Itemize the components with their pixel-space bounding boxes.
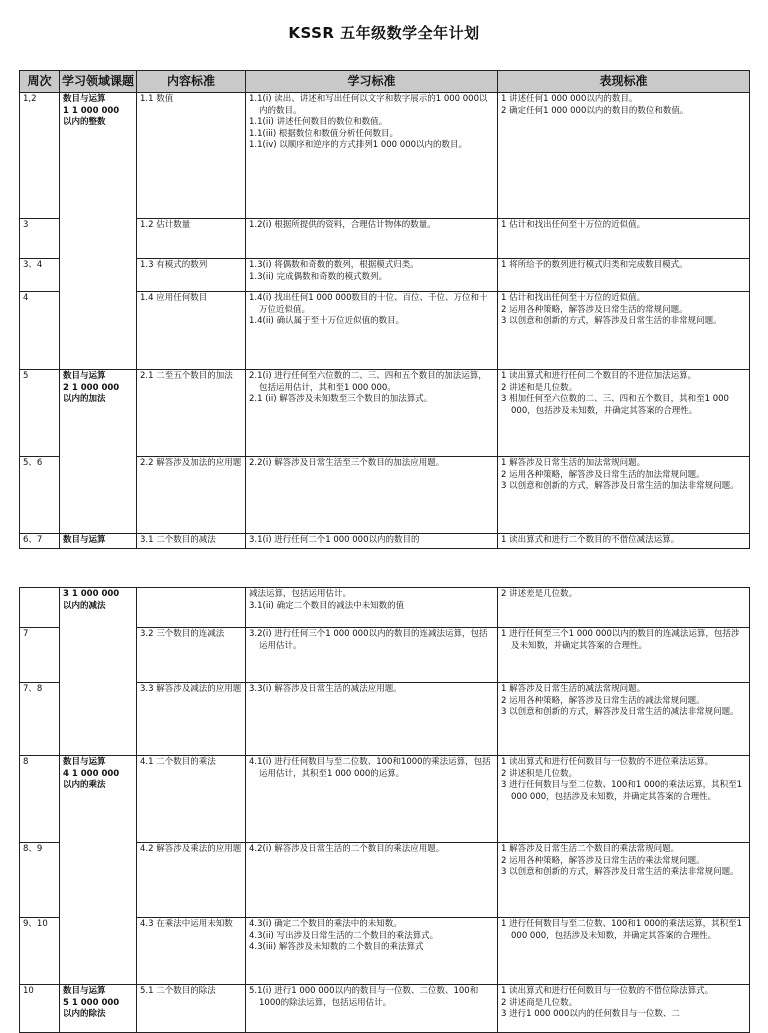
content-standard-cell: 4.3 在乘法中运用未知数 [137, 918, 246, 985]
performance-standard-cell [498, 292, 750, 370]
learning-area-text: 以内的乘法 [63, 780, 106, 790]
plan-table-part-2 [19, 587, 750, 1033]
week-cell: 10 [20, 985, 60, 1033]
content-standard-cell: 1.4 应用任何数目 [137, 292, 246, 370]
performance-standard-cell [498, 219, 750, 259]
learning-standard-cell [246, 985, 498, 1033]
learning-standard-cell [246, 843, 498, 918]
learning-area-cell [60, 756, 137, 985]
performance-standard-item: 3 相加任何至六位数的二、三、四和五个数目，其和至1 000 000，包括涉及未知数，并确定其答案的合理性。 [501, 394, 729, 416]
content-standard-cell: 3.2 三个数目的连减法 [137, 628, 246, 683]
learning-standard-item: 1.1(ii) 讲述任何数目的数位和数值。 [249, 117, 388, 127]
learning-standard-item: 1.3(ii) 完成偶数和奇数的模式数列。 [249, 271, 388, 282]
content-standard-cell: 2.2 解答涉及加法的应用题 [137, 457, 246, 534]
learning-standard-cell [246, 756, 498, 843]
learning-standard-item: 1.2(i) 根据所提供的资料，合理估计物体的数量。 [249, 220, 436, 230]
learning-standard-cell [246, 628, 498, 683]
learning-area-text: 3 1 000 000 [63, 589, 120, 599]
learning-standard-item: 1.1(iv) 以顺序和逆序的方式排列1 000 000以内的数目。 [249, 140, 468, 150]
performance-standard-item: 1 解答涉及日常生活的加法常规问题。 [501, 458, 646, 468]
learning-standard-item: 5.1(i) 进行1 000 000以内的数目与一位数、二位数、100和1000的除法运算，包括运用估计。 [249, 986, 479, 1008]
learning-area-text: 以内的除法 [63, 1009, 106, 1019]
learning-standard-item: 4.3(i) 确定二个数目的乘法中的未知数。 [249, 919, 402, 929]
learning-standard-item: 1.4(ii) 确认属于至十万位近似值的数目。 [249, 316, 405, 326]
performance-standard-item: 3 以创意和创新的方式，解答涉及日常生活的乘法非常规问题。 [501, 867, 739, 877]
learning-standard-cell [246, 219, 498, 259]
learning-standard-cell [246, 292, 498, 370]
week-cell: 7 [20, 628, 60, 683]
learning-standard-cell [246, 93, 498, 219]
performance-standard-item: 3 以创意和创新的方式，解答涉及日常生活的加法非常规问题。 [501, 481, 739, 491]
week-cell: 8、9 [20, 843, 60, 918]
content-standard-cell: 3.3 解答涉及减法的应用题 [137, 683, 246, 756]
learning-standard-item: 减法运算，包括运用估计。 [249, 589, 352, 599]
performance-standard-cell [498, 628, 750, 683]
learning-area-text: 数目与运算 [63, 94, 106, 104]
performance-standard-item: 2 讲述和是几位数。 [501, 382, 578, 393]
learning-standard-item: 1.4(i) 找出任何1 000 000数目的十位、百位、千位、万位和十万位近似值。 [249, 293, 488, 315]
performance-standard-item: 3 进行1 000 000以内的任何数目与一位数、二 [501, 1009, 680, 1019]
table-row [20, 985, 750, 1033]
learning-area-text: 数目与运算 [63, 986, 106, 996]
performance-standard-item: 2 确定任何1 000 000以内的数目的数位和数值。 [501, 105, 689, 116]
performance-standard-item: 1 进行任何数目与至二位数、100和1 000的乘法运算，其积至1 000 000，包括涉及未知数，并确定其答案的合理性。 [501, 919, 743, 941]
week-cell: 1,2 [20, 93, 60, 219]
performance-standard-item: 1 读出算式和进行任何二个数目的不进位加法运算。 [501, 371, 697, 381]
header-area: 学习领域课题 [60, 71, 137, 93]
learning-area-cell [60, 93, 137, 370]
performance-standard-item: 2 讲述商是几位数。 [501, 997, 578, 1008]
performance-standard-cell [498, 370, 750, 457]
learning-standard-item: 4.2(i) 解答涉及日常生活的二个数目的乘法应用题。 [249, 844, 445, 854]
week-cell: 8 [20, 756, 60, 843]
learning-area-text: 数目与运算 [63, 371, 106, 381]
content-standard-cell: 4.1 二个数目的乘法 [137, 756, 246, 843]
header-learning: 学习标准 [246, 71, 498, 93]
learning-standard-cell [246, 588, 498, 628]
week-cell: 7、8 [20, 683, 60, 756]
table-row [20, 93, 750, 219]
performance-standard-item: 3 进行任何数目与至二位数、100和1 000的乘法运算，其积至1 000 000，包括涉及未知数，并确定其答案的合理性。 [501, 780, 743, 802]
week-cell: 3、4 [20, 259, 60, 292]
learning-standard-item: 2.1 (ii) 解答涉及未知数至三个数目的加法算式。 [249, 394, 433, 404]
performance-standard-item: 1 估计和找出任何至十万位的近似值。 [501, 220, 646, 230]
learning-standard-cell [246, 370, 498, 457]
learning-standard-cell [246, 259, 498, 292]
content-standard-cell: 1.3 有模式的数列 [137, 259, 246, 292]
header-week: 周次 [20, 71, 60, 93]
page-title: KSSR 五年级数学全年计划 [288, 24, 480, 42]
performance-standard-cell [498, 457, 750, 534]
performance-standard-cell [498, 93, 750, 219]
learning-standard-item: 4.3(ii) 写出涉及日常生活的二个数目的乘法算式。 [249, 930, 439, 941]
week-cell: 5、6 [20, 457, 60, 534]
learning-area-text: 5 1 000 000 [63, 997, 120, 1008]
performance-standard-item: 1 读出算式和进行任何数目与一位数的不借位除法算式。 [501, 986, 714, 996]
learning-standard-item: 1.3(i) 将偶数和奇数的数列，根据模式归类。 [249, 260, 419, 270]
performance-standard-cell [498, 918, 750, 985]
performance-standard-item: 3 以创意和创新的方式，解答涉及日常生活的减法非常规问题。 [501, 707, 739, 717]
performance-standard-item: 2 运用各种策略，解答涉及日常生活的乘法常规问题。 [501, 855, 705, 866]
learning-standard-item: 1.1(iii) 根据数位和数值分析任何数目。 [249, 128, 398, 139]
learning-standard-item: 4.3(iii) 解答涉及未知数的二个数目的乘法算式 [249, 942, 424, 952]
performance-standard-item: 1 读出算式和进行任何数目与一位数的不进位乘法运算。 [501, 757, 714, 767]
header-row [20, 71, 750, 93]
learning-area-text: 数目与运算 [63, 535, 106, 545]
performance-standard-cell [498, 588, 750, 628]
week-cell: 4 [20, 292, 60, 370]
learning-standard-item: 2.1(i) 进行任何至六位数的二、三、四和五个数目的加法运算，包括运用估计，其和至1 000 000。 [249, 371, 487, 393]
learning-standard-cell [246, 683, 498, 756]
learning-standard-cell [246, 457, 498, 534]
learning-standard-item: 3.2(i) 进行任何三个1 000 000以内的数目的连减法运算，包括运用估计。 [249, 629, 488, 651]
performance-standard-item: 1 解答涉及日常生活二个数目的乘法常规问题。 [501, 844, 680, 854]
learning-area-text: 以内的整数 [63, 117, 106, 127]
content-standard-cell: 4.2 解答涉及乘法的应用题 [137, 843, 246, 918]
learning-standard-item: 3.3(i) 解答涉及日常生活的减法应用题。 [249, 684, 402, 694]
week-cell: 5 [20, 370, 60, 457]
learning-standard-item: 3.1(ii) 确定二个数目的减法中未知数的值 [249, 600, 405, 611]
table-row [20, 588, 750, 628]
learning-area-cell [60, 985, 137, 1033]
learning-standard-cell [246, 918, 498, 985]
content-standard-cell [137, 588, 246, 628]
performance-standard-item: 1 进行任何至三个1 000 000以内的数目的连减法运算，包括涉及未知数，并确定其答案的合理性。 [501, 629, 740, 651]
performance-standard-item: 3 以创意和创新的方式，解答涉及日常生活的非常规问题。 [501, 316, 722, 326]
performance-standard-item: 2 讲述积是几位数。 [501, 768, 578, 779]
learning-area-text: 1 1 000 000 [63, 105, 120, 116]
learning-area-text: 以内的减法 [63, 600, 106, 611]
learning-area-cell [60, 370, 137, 534]
content-standard-cell: 3.1 二个数目的减法 [137, 534, 246, 549]
learning-area-text: 4 1 000 000 [63, 768, 120, 779]
header-content: 内容标准 [137, 71, 246, 93]
performance-standard-cell [498, 683, 750, 756]
learning-area-text: 2 1 000 000 [63, 382, 120, 393]
content-standard-cell: 2.1 二至五个数目的加法 [137, 370, 246, 457]
performance-standard-cell [498, 756, 750, 843]
table-row [20, 370, 750, 457]
performance-standard-item: 1 读出算式和进行二个数目的不借位减法运算。 [501, 535, 680, 545]
learning-area-cell [60, 588, 137, 756]
learning-area-text: 数目与运算 [63, 757, 106, 767]
plan-table-part-1 [19, 70, 750, 549]
week-cell: 3 [20, 219, 60, 259]
performance-standard-item: 2 运用各种策略，解答涉及日常生活的常规问题。 [501, 304, 688, 315]
learning-area-cell [60, 534, 137, 549]
learning-standard-cell [246, 534, 498, 549]
week-cell: 9、10 [20, 918, 60, 985]
learning-standard-item: 4.1(i) 进行任何数目与至二位数、100和1000的乘法运算，包括运用估计，其积至1 000 000的运算。 [249, 757, 491, 779]
performance-standard-item: 2 运用各种策略，解答涉及日常生活的加法常规问题。 [501, 469, 705, 480]
performance-standard-item: 1 将所给予的数列进行模式归类和完成数目模式。 [501, 260, 688, 270]
learning-area-text: 以内的加法 [63, 394, 106, 404]
performance-standard-item: 1 估计和找出任何至十万位的近似值。 [501, 293, 646, 303]
learning-standard-item: 3.1(i) 进行任何二个1 000 000以内的数目的 [249, 535, 420, 545]
performance-standard-cell [498, 259, 750, 292]
table-row [20, 756, 750, 843]
week-cell [20, 588, 60, 628]
performance-standard-cell [498, 534, 750, 549]
performance-standard-item: 1 解答涉及日常生活的减法常规问题。 [501, 684, 646, 694]
table-row [20, 534, 750, 549]
performance-standard-item: 1 讲述任何1 000 000以内的数目。 [501, 94, 638, 104]
performance-standard-item: 2 讲述差是几位数。 [501, 589, 578, 599]
content-standard-cell: 1.1 数值 [137, 93, 246, 219]
header-performance: 表现标准 [498, 71, 750, 93]
learning-standard-item: 1.1(i) 读出、讲述和写出任何以文字和数字展示的1 000 000以内的数目。 [249, 94, 488, 116]
performance-standard-cell [498, 985, 750, 1033]
week-cell: 6、7 [20, 534, 60, 549]
performance-standard-item: 2 运用各种策略，解答涉及日常生活的减法常规问题。 [501, 695, 705, 706]
learning-standard-item: 2.2(i) 解答涉及日常生活至三个数目的加法应用题。 [249, 458, 445, 468]
performance-standard-cell [498, 843, 750, 918]
content-standard-cell: 1.2 估计数量 [137, 219, 246, 259]
content-standard-cell: 5.1 二个数目的除法 [137, 985, 246, 1033]
